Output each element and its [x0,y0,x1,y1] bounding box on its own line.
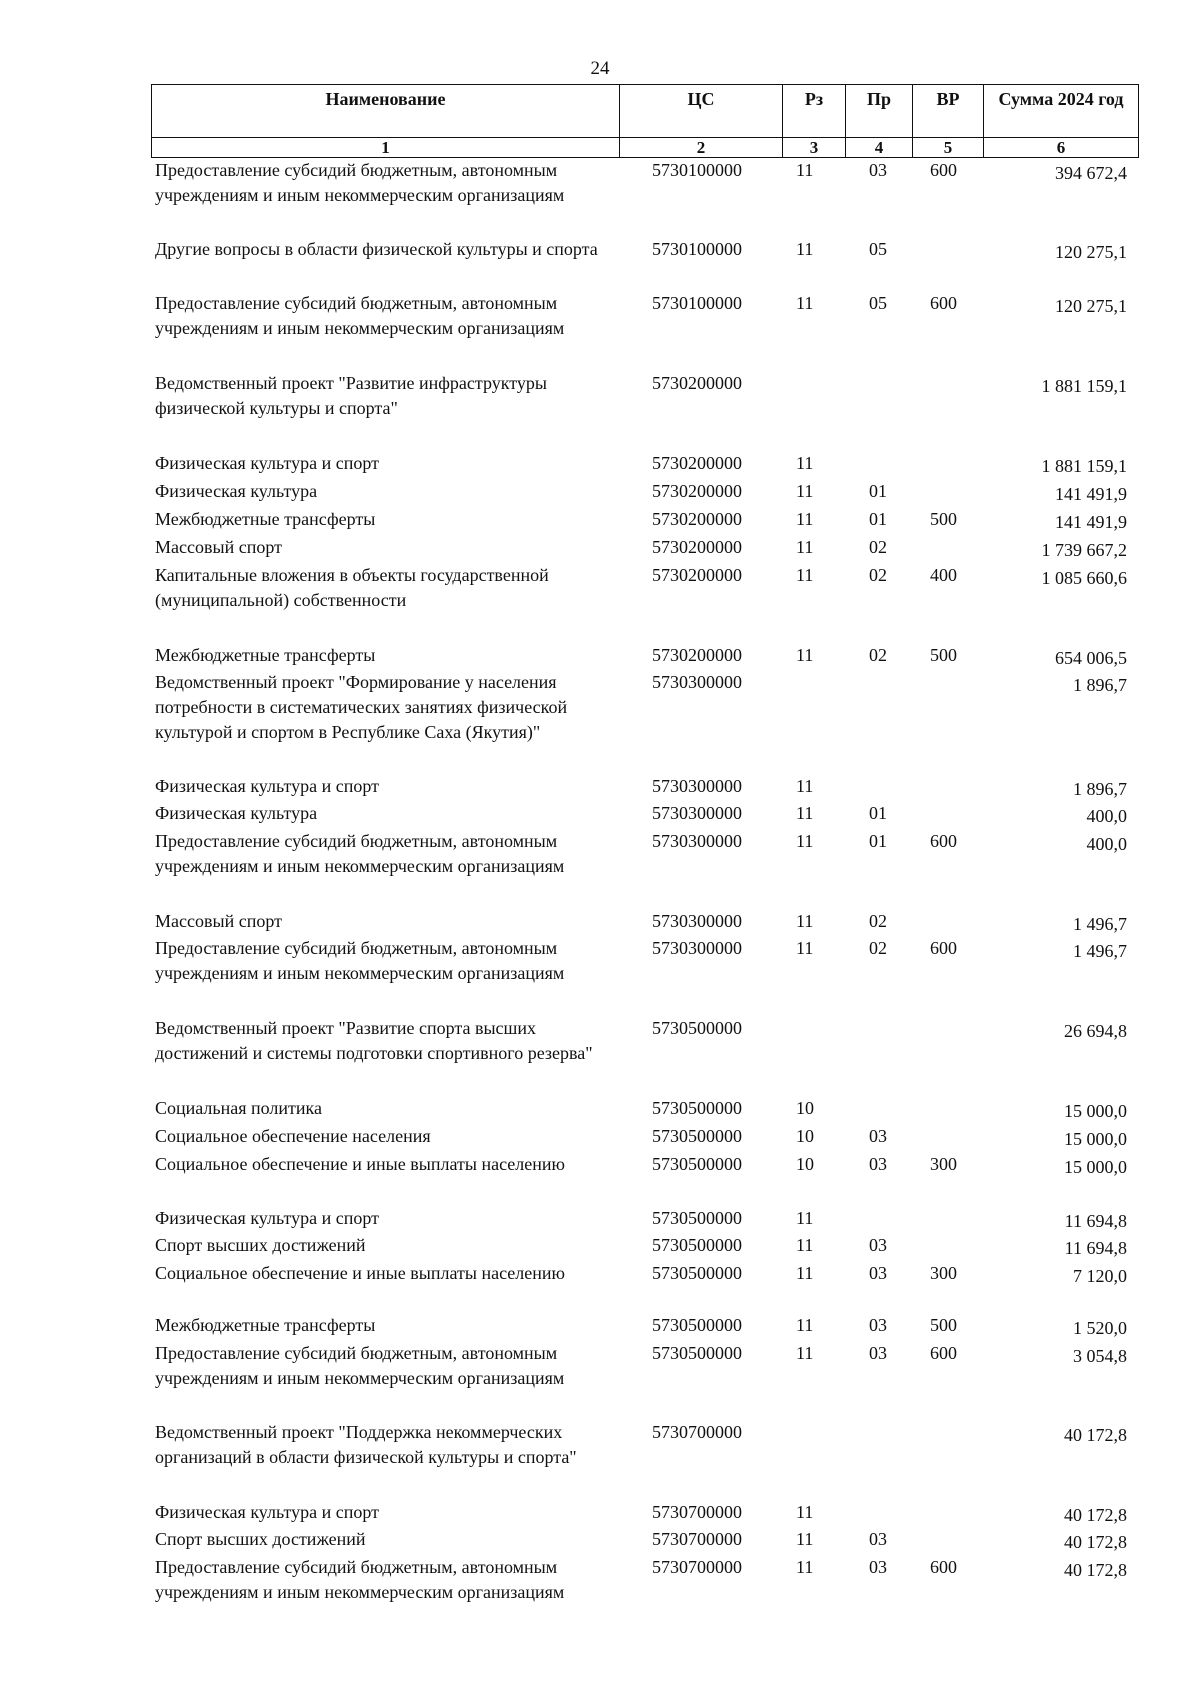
row-cs: 5730500000 [652,1126,742,1146]
row-rz: 11 [796,537,814,557]
row-sum: 40 172,8 [1064,1560,1127,1580]
row-pr: 01 [869,803,887,823]
page-number: 24 [590,58,610,79]
row-sum: 3 054,8 [1073,1346,1127,1366]
row-name: Физическая культура и спорт [155,1502,380,1522]
row-rz: 11 [796,1529,814,1549]
table-row [0,1016,1200,1096]
row-cs: 5730700000 [652,1557,742,1577]
table-row [0,479,1200,507]
header-num-6: 6 [984,138,1139,158]
row-cs: 5730200000 [652,565,742,585]
row-name: Физическая культура [155,803,318,823]
row-sum: 40 172,8 [1064,1425,1127,1445]
row-name: Другие вопросы в области физической культуры и спорта [155,239,598,259]
row-cs: 5730500000 [652,1018,742,1038]
row-sum: 15 000,0 [1064,1157,1127,1177]
table-row [0,909,1200,936]
row-vr: 400 [930,565,957,585]
row-name: Социальное обеспечение и иные выплаты населению [155,1263,565,1283]
row-cs: 5730100000 [652,160,742,180]
row-pr: 05 [869,293,887,313]
row-rz: 11 [796,239,814,259]
row-sum: 40 172,8 [1064,1532,1127,1552]
row-sum: 1 496,7 [1073,914,1127,934]
row-sum: 141 491,9 [1055,512,1127,532]
row-pr: 03 [869,1235,887,1255]
table-row [0,451,1200,479]
row-rz: 11 [796,803,814,823]
header-sum: Сумма 2024 год [984,85,1139,138]
row-pr: 03 [869,1315,887,1335]
table-row [0,507,1200,535]
row-cs: 5730700000 [652,1422,742,1442]
row-cs: 5730200000 [652,481,742,501]
row-cs: 5730700000 [652,1529,742,1549]
row-sum: 120 275,1 [1055,296,1127,316]
row-name: Физическая культура и спорт [155,453,380,473]
row-cs: 5730100000 [652,239,742,259]
row-rz: 11 [796,565,814,585]
row-pr: 01 [869,831,887,851]
row-vr: 300 [930,1154,957,1174]
row-name: Ведомственный проект "Развитие спорта высших достижений и системы подготовки спортивного резерва" [155,1018,593,1063]
row-pr: 05 [869,239,887,259]
row-name: Предоставление субсидий бюджетным, автономным учреждениям и иным некоммерческим организациям [155,938,565,983]
row-rz: 11 [796,160,814,180]
row-cs: 5730300000 [652,831,742,851]
row-cs: 5730500000 [652,1235,742,1255]
header-pr: Пр [846,85,913,138]
row-name: Предоставление субсидий бюджетным, автономным учреждениям и иным некоммерческим организациям [155,293,565,338]
row-rz: 10 [796,1154,814,1174]
row-pr: 02 [869,565,887,585]
row-cs: 5730500000 [652,1208,742,1228]
row-vr: 600 [930,293,957,313]
row-cs: 5730300000 [652,911,742,931]
table-row [0,1500,1200,1527]
table-row [0,829,1200,909]
row-sum: 1 085 660,6 [1041,568,1127,588]
row-pr: 03 [869,160,887,180]
row-name: Спорт высших достижений [155,1529,366,1549]
row-name: Спорт высших достижений [155,1235,366,1255]
row-vr: 600 [930,831,957,851]
row-rz: 11 [796,453,814,473]
row-name: Предоставление субсидий бюджетным, автономным учреждениям и иным некоммерческим организациям [155,1557,565,1602]
row-name: Межбюджетные трансферты [155,1315,376,1335]
row-cs: 5730200000 [652,453,742,473]
row-sum: 1 896,7 [1073,779,1127,799]
row-sum: 400,0 [1086,806,1127,826]
row-name: Предоставление субсидий бюджетным, автономным учреждениям и иным некоммерческим организациям [155,160,565,205]
row-rz: 11 [796,1315,814,1335]
table-body [0,158,1200,1610]
row-cs: 5730500000 [652,1154,742,1174]
table-row [0,291,1200,371]
table-row [0,1341,1200,1420]
row-sum: 1 739 667,2 [1041,540,1127,560]
row-cs: 5730500000 [652,1315,742,1335]
row-rz: 11 [796,645,814,665]
row-name: Физическая культура [155,481,318,501]
table-row [0,1555,1200,1610]
row-name: Физическая культура и спорт [155,776,380,796]
table-row [0,1527,1200,1555]
row-cs: 5730200000 [652,373,742,393]
row-name: Предоставление субсидий бюджетным, автономным учреждениям и иным некоммерческим организациям [155,831,565,876]
row-sum: 1 520,0 [1073,1318,1127,1338]
row-name: Массовый спорт [155,537,282,557]
row-vr: 600 [930,160,957,180]
row-cs: 5730700000 [652,1502,742,1522]
table-row [0,371,1200,451]
row-cs: 5730300000 [652,938,742,958]
row-vr: 300 [930,1263,957,1283]
table-row [0,774,1200,801]
header-rz: Рз [783,85,846,138]
row-sum: 15 000,0 [1064,1101,1127,1121]
table-row [0,1420,1200,1500]
row-rz: 11 [796,1263,814,1283]
row-name: Ведомственный проект "Развитие инфраструктуры физической культуры и спорта" [155,373,547,418]
row-name: Социальная политика [155,1098,322,1118]
row-cs: 5730200000 [652,509,742,529]
row-pr: 03 [869,1529,887,1549]
header-num-2: 2 [620,138,783,158]
row-rz: 11 [796,509,814,529]
row-name: Межбюджетные трансферты [155,645,376,665]
row-vr: 600 [930,938,957,958]
table-row [0,563,1200,643]
table-row [0,670,1200,774]
row-pr: 02 [869,645,887,665]
row-name: Массовый спорт [155,911,282,931]
table-row [0,1124,1200,1152]
row-cs: 5730300000 [652,803,742,823]
row-sum: 7 120,0 [1073,1266,1127,1286]
row-name: Ведомственный проект "Формирование у населения потребности в систематических занятиях физической культурой и спортом в Республике Саха (Якутия)" [155,672,568,742]
table-row [0,158,1200,237]
row-cs: 5730300000 [652,672,742,692]
row-rz: 11 [796,1235,814,1255]
row-rz: 10 [796,1126,814,1146]
row-sum: 654 006,5 [1055,648,1127,668]
row-name: Предоставление субсидий бюджетным, автономным учреждениям и иным некоммерческим организациям [155,1343,565,1388]
row-cs: 5730500000 [652,1263,742,1283]
row-vr: 500 [930,509,957,529]
row-vr: 500 [930,1315,957,1335]
row-rz: 11 [796,911,814,931]
row-sum: 400,0 [1086,834,1127,854]
table-row [0,801,1200,829]
row-sum: 15 000,0 [1064,1129,1127,1149]
row-rz: 11 [796,776,814,796]
row-name: Ведомственный проект "Поддержка некоммерческих организаций в области физической культуры и спорта" [155,1422,577,1467]
table-row [0,1261,1200,1313]
row-rz: 11 [796,481,814,501]
row-pr: 03 [869,1154,887,1174]
row-cs: 5730100000 [652,293,742,313]
row-rz: 11 [796,938,814,958]
header-vr: ВР [913,85,984,138]
row-name: Межбюджетные трансферты [155,509,376,529]
table-row [0,1152,1200,1206]
row-pr: 02 [869,938,887,958]
row-rz: 11 [796,1208,814,1228]
table-row [0,643,1200,670]
row-sum: 1 496,7 [1073,941,1127,961]
header-num-4: 4 [846,138,913,158]
row-sum: 1 881 159,1 [1041,376,1127,396]
row-name: Капитальные вложения в объекты государственной (муниципальной) собственности [155,565,549,610]
table-row [0,237,1200,291]
row-rz: 11 [796,1557,814,1577]
row-pr: 02 [869,911,887,931]
table-header [151,84,1139,158]
row-name: Социальное обеспечение населения [155,1126,431,1146]
row-name: Социальное обеспечение и иные выплаты населению [155,1154,565,1174]
row-pr: 03 [869,1343,887,1363]
row-vr: 500 [930,645,957,665]
table-row [0,1096,1200,1124]
row-sum: 11 694,8 [1064,1238,1127,1258]
table-row [0,1313,1200,1341]
row-cs: 5730200000 [652,645,742,665]
row-cs: 5730300000 [652,776,742,796]
row-sum: 1 881 159,1 [1041,456,1127,476]
row-sum: 1 896,7 [1073,675,1127,695]
row-sum: 120 275,1 [1055,242,1127,262]
row-rz: 11 [796,831,814,851]
table-row [0,535,1200,563]
header-cs: ЦС [620,85,783,138]
row-rz: 11 [796,1502,814,1522]
row-pr: 01 [869,481,887,501]
row-pr: 03 [869,1557,887,1577]
row-vr: 600 [930,1343,957,1363]
row-name: Физическая культура и спорт [155,1208,380,1228]
row-sum: 141 491,9 [1055,484,1127,504]
table-row [0,1206,1200,1233]
header-name: Наименование [152,85,620,138]
row-rz: 10 [796,1098,814,1118]
row-pr: 03 [869,1126,887,1146]
table-row [0,1233,1200,1261]
row-sum: 40 172,8 [1064,1505,1127,1525]
row-rz: 11 [796,1343,814,1363]
row-cs: 5730500000 [652,1098,742,1118]
row-sum: 26 694,8 [1064,1021,1127,1041]
row-pr: 02 [869,537,887,557]
row-pr: 03 [869,1263,887,1283]
header-num-5: 5 [913,138,984,158]
row-sum: 394 672,4 [1055,163,1127,183]
row-sum: 11 694,8 [1064,1211,1127,1231]
row-cs: 5730200000 [652,537,742,557]
row-pr: 01 [869,509,887,529]
table-row [0,936,1200,1016]
header-num-1: 1 [152,138,620,158]
row-vr: 600 [930,1557,957,1577]
row-cs: 5730500000 [652,1343,742,1363]
row-rz: 11 [796,293,814,313]
header-num-3: 3 [783,138,846,158]
